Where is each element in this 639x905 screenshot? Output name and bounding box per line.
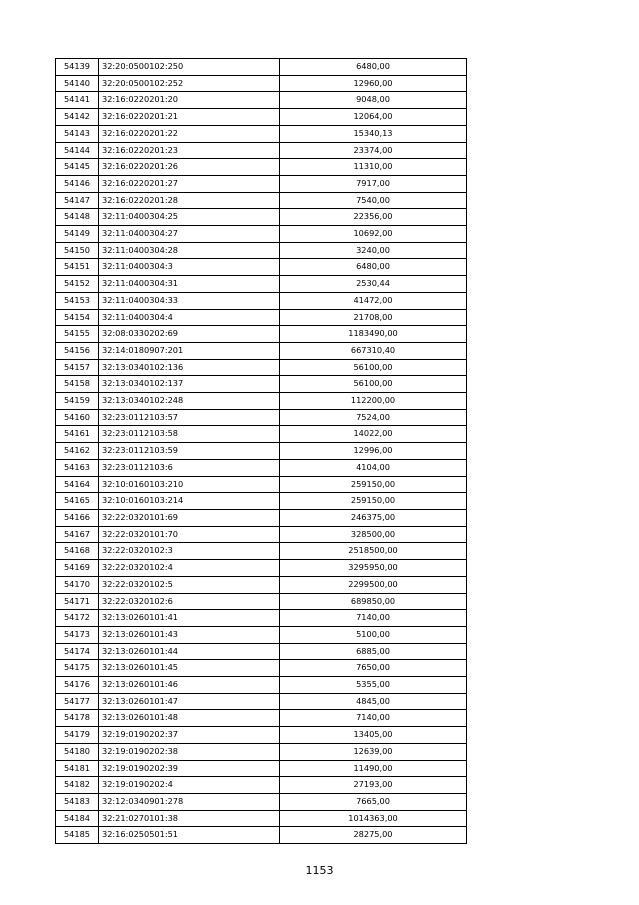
row-number-cell: 54160: [56, 409, 99, 426]
value-cell: 7917,00: [280, 175, 467, 192]
value-cell: 7665,00: [280, 793, 467, 810]
value-cell: 9048,00: [280, 92, 467, 109]
cadastral-number-cell: 32:16:0220201:23: [99, 142, 280, 159]
row-number-cell: 54164: [56, 476, 99, 493]
table-row: [56, 476, 467, 493]
table-row: [56, 409, 467, 426]
row-number-cell: 54183: [56, 793, 99, 810]
cadastral-number-cell: 32:13:0340102:136: [99, 359, 280, 376]
cadastral-number-cell: 32:13:0260101:47: [99, 693, 280, 710]
row-number-cell: 54166: [56, 509, 99, 526]
table-row: [56, 159, 467, 176]
row-number-cell: 54152: [56, 276, 99, 293]
cadastral-number-cell: 32:13:0260101:46: [99, 677, 280, 694]
cadastral-number-cell: 32:13:0260101:48: [99, 710, 280, 727]
table-row: [56, 309, 467, 326]
table-row: [56, 326, 467, 343]
row-number-cell: 54141: [56, 92, 99, 109]
table-row: [56, 576, 467, 593]
row-number-cell: 54181: [56, 760, 99, 777]
value-cell: 6480,00: [280, 259, 467, 276]
cadastral-number-cell: 32:22:0320101:69: [99, 509, 280, 526]
row-number-cell: 54184: [56, 810, 99, 827]
table-row: [56, 59, 467, 76]
table-row: [56, 810, 467, 827]
value-cell: 1183490,00: [280, 326, 467, 343]
table-row: [56, 727, 467, 744]
cadastral-number-cell: 32:22:0320102:4: [99, 560, 280, 577]
row-number-cell: 54157: [56, 359, 99, 376]
cadastral-number-cell: 32:19:0190202:39: [99, 760, 280, 777]
page-number: 1153: [305, 864, 334, 877]
table-row: [56, 693, 467, 710]
cadastral-number-cell: 32:10:0160103:214: [99, 493, 280, 510]
table-row: [56, 760, 467, 777]
table-row: [56, 643, 467, 660]
cadastral-number-cell: 32:23:0112103:58: [99, 426, 280, 443]
value-cell: 689850,00: [280, 593, 467, 610]
value-cell: 2518500,00: [280, 543, 467, 560]
registry-table: [55, 58, 467, 844]
cadastral-number-cell: 32:16:0220201:28: [99, 192, 280, 209]
value-cell: 3295950,00: [280, 560, 467, 577]
table-row: [56, 626, 467, 643]
row-number-cell: 54159: [56, 393, 99, 410]
table-row: [56, 242, 467, 259]
value-cell: 11490,00: [280, 760, 467, 777]
value-cell: 56100,00: [280, 359, 467, 376]
cadastral-number-cell: 32:16:0220201:22: [99, 125, 280, 142]
value-cell: 6885,00: [280, 643, 467, 660]
table-row: [56, 292, 467, 309]
value-cell: 259150,00: [280, 476, 467, 493]
cadastral-number-cell: 32:19:0190202:38: [99, 743, 280, 760]
table-row: [56, 359, 467, 376]
cadastral-number-cell: 32:08:0330202:69: [99, 326, 280, 343]
value-cell: 22356,00: [280, 209, 467, 226]
value-cell: 7524,00: [280, 409, 467, 426]
table-row: [56, 443, 467, 460]
table-row: [56, 793, 467, 810]
cadastral-number-cell: 32:20:0500102:252: [99, 75, 280, 92]
cadastral-number-cell: 32:13:0260101:45: [99, 660, 280, 677]
value-cell: 112200,00: [280, 393, 467, 410]
row-number-cell: 54156: [56, 342, 99, 359]
table-row: [56, 125, 467, 142]
value-cell: 23374,00: [280, 142, 467, 159]
table-row: [56, 192, 467, 209]
value-cell: 667310,40: [280, 342, 467, 359]
row-number-cell: 54178: [56, 710, 99, 727]
cadastral-number-cell: 32:14:0180907:201: [99, 342, 280, 359]
table-row: [56, 526, 467, 543]
table-row: [56, 459, 467, 476]
value-cell: 5100,00: [280, 626, 467, 643]
cadastral-number-cell: 32:22:0320102:5: [99, 576, 280, 593]
row-number-cell: 54161: [56, 426, 99, 443]
row-number-cell: 54175: [56, 660, 99, 677]
row-number-cell: 54155: [56, 326, 99, 343]
row-number-cell: 54154: [56, 309, 99, 326]
cadastral-number-cell: 32:23:0112103:6: [99, 459, 280, 476]
value-cell: 259150,00: [280, 493, 467, 510]
value-cell: 2299500,00: [280, 576, 467, 593]
row-number-cell: 54172: [56, 610, 99, 627]
table-row: [56, 426, 467, 443]
cadastral-number-cell: 32:13:0340102:137: [99, 376, 280, 393]
row-number-cell: 54145: [56, 159, 99, 176]
value-cell: 7140,00: [280, 710, 467, 727]
table-row: [56, 142, 467, 159]
cadastral-number-cell: 32:16:0220201:26: [99, 159, 280, 176]
cadastral-number-cell: 32:19:0190202:4: [99, 777, 280, 794]
row-number-cell: 54144: [56, 142, 99, 159]
row-number-cell: 54177: [56, 693, 99, 710]
cadastral-number-cell: 32:22:0320102:6: [99, 593, 280, 610]
row-number-cell: 54173: [56, 626, 99, 643]
row-number-cell: 54150: [56, 242, 99, 259]
value-cell: 5355,00: [280, 677, 467, 694]
table-row: [56, 226, 467, 243]
value-cell: 7650,00: [280, 660, 467, 677]
table-row: [56, 75, 467, 92]
cadastral-number-cell: 32:11:0400304:33: [99, 292, 280, 309]
row-number-cell: 54179: [56, 727, 99, 744]
table-row: [56, 593, 467, 610]
value-cell: 328500,00: [280, 526, 467, 543]
table-row: [56, 543, 467, 560]
cadastral-number-cell: 32:13:0340102:248: [99, 393, 280, 410]
table-row: [56, 342, 467, 359]
table-row: [56, 560, 467, 577]
table-row: [56, 677, 467, 694]
cadastral-number-cell: 32:23:0112103:59: [99, 443, 280, 460]
row-number-cell: 54174: [56, 643, 99, 660]
value-cell: 7140,00: [280, 610, 467, 627]
cadastral-number-cell: 32:16:0220201:21: [99, 109, 280, 126]
row-number-cell: 54162: [56, 443, 99, 460]
row-number-cell: 54170: [56, 576, 99, 593]
row-number-cell: 54149: [56, 226, 99, 243]
table-row: [56, 209, 467, 226]
value-cell: 13405,00: [280, 727, 467, 744]
row-number-cell: 54165: [56, 493, 99, 510]
value-cell: 41472,00: [280, 292, 467, 309]
cadastral-number-cell: 32:22:0320102:3: [99, 543, 280, 560]
cadastral-number-cell: 32:11:0400304:25: [99, 209, 280, 226]
table-row: [56, 710, 467, 727]
table-row: [56, 276, 467, 293]
value-cell: 12639,00: [280, 743, 467, 760]
value-cell: 12960,00: [280, 75, 467, 92]
value-cell: 56100,00: [280, 376, 467, 393]
cadastral-number-cell: 32:20:0500102:250: [99, 59, 280, 76]
value-cell: 246375,00: [280, 509, 467, 526]
cadastral-number-cell: 32:12:0340901:278: [99, 793, 280, 810]
value-cell: 10692,00: [280, 226, 467, 243]
table-row: [56, 827, 467, 844]
table-row: [56, 743, 467, 760]
row-number-cell: 54168: [56, 543, 99, 560]
cadastral-number-cell: 32:16:0220201:20: [99, 92, 280, 109]
cadastral-number-cell: 32:11:0400304:28: [99, 242, 280, 259]
row-number-cell: 54182: [56, 777, 99, 794]
row-number-cell: 54147: [56, 192, 99, 209]
row-number-cell: 54140: [56, 75, 99, 92]
cadastral-number-cell: 32:11:0400304:4: [99, 309, 280, 326]
value-cell: 2530,44: [280, 276, 467, 293]
cadastral-number-cell: 32:19:0190202:37: [99, 727, 280, 744]
row-number-cell: 54158: [56, 376, 99, 393]
table-row: [56, 610, 467, 627]
value-cell: 4104,00: [280, 459, 467, 476]
value-cell: 28275,00: [280, 827, 467, 844]
row-number-cell: 54167: [56, 526, 99, 543]
value-cell: 15340,13: [280, 125, 467, 142]
row-number-cell: 54176: [56, 677, 99, 694]
table-row: [56, 493, 467, 510]
value-cell: 11310,00: [280, 159, 467, 176]
cadastral-number-cell: 32:23:0112103:57: [99, 409, 280, 426]
row-number-cell: 54146: [56, 175, 99, 192]
row-number-cell: 54171: [56, 593, 99, 610]
cadastral-number-cell: 32:11:0400304:3: [99, 259, 280, 276]
table-row: [56, 92, 467, 109]
value-cell: 21708,00: [280, 309, 467, 326]
cadastral-number-cell: 32:21:0270101:38: [99, 810, 280, 827]
table-row: [56, 175, 467, 192]
value-cell: 4845,00: [280, 693, 467, 710]
row-number-cell: 54148: [56, 209, 99, 226]
value-cell: 12996,00: [280, 443, 467, 460]
cadastral-number-cell: 32:11:0400304:31: [99, 276, 280, 293]
cadastral-number-cell: 32:11:0400304:27: [99, 226, 280, 243]
value-cell: 27193,00: [280, 777, 467, 794]
table-row: [56, 660, 467, 677]
row-number-cell: 54139: [56, 59, 99, 76]
row-number-cell: 54169: [56, 560, 99, 577]
row-number-cell: 54142: [56, 109, 99, 126]
value-cell: 3240,00: [280, 242, 467, 259]
cadastral-number-cell: 32:16:0220201:27: [99, 175, 280, 192]
row-number-cell: 54180: [56, 743, 99, 760]
cadastral-number-cell: 32:13:0260101:41: [99, 610, 280, 627]
table-row: [56, 109, 467, 126]
table-row: [56, 777, 467, 794]
value-cell: 7540,00: [280, 192, 467, 209]
cadastral-number-cell: 32:10:0160103:210: [99, 476, 280, 493]
row-number-cell: 54163: [56, 459, 99, 476]
cadastral-number-cell: 32:13:0260101:43: [99, 626, 280, 643]
cadastral-number-cell: 32:16:0250501:51: [99, 827, 280, 844]
value-cell: 6480,00: [280, 59, 467, 76]
table-row: [56, 509, 467, 526]
row-number-cell: 54185: [56, 827, 99, 844]
value-cell: 14022,00: [280, 426, 467, 443]
cadastral-number-cell: 32:13:0260101:44: [99, 643, 280, 660]
table-row: [56, 259, 467, 276]
row-number-cell: 54151: [56, 259, 99, 276]
value-cell: 12064,00: [280, 109, 467, 126]
registry-table-body: [56, 59, 467, 844]
row-number-cell: 54143: [56, 125, 99, 142]
table-row: [56, 376, 467, 393]
table-row: [56, 393, 467, 410]
row-number-cell: 54153: [56, 292, 99, 309]
cadastral-number-cell: 32:22:0320101:70: [99, 526, 280, 543]
value-cell: 1014363,00: [280, 810, 467, 827]
